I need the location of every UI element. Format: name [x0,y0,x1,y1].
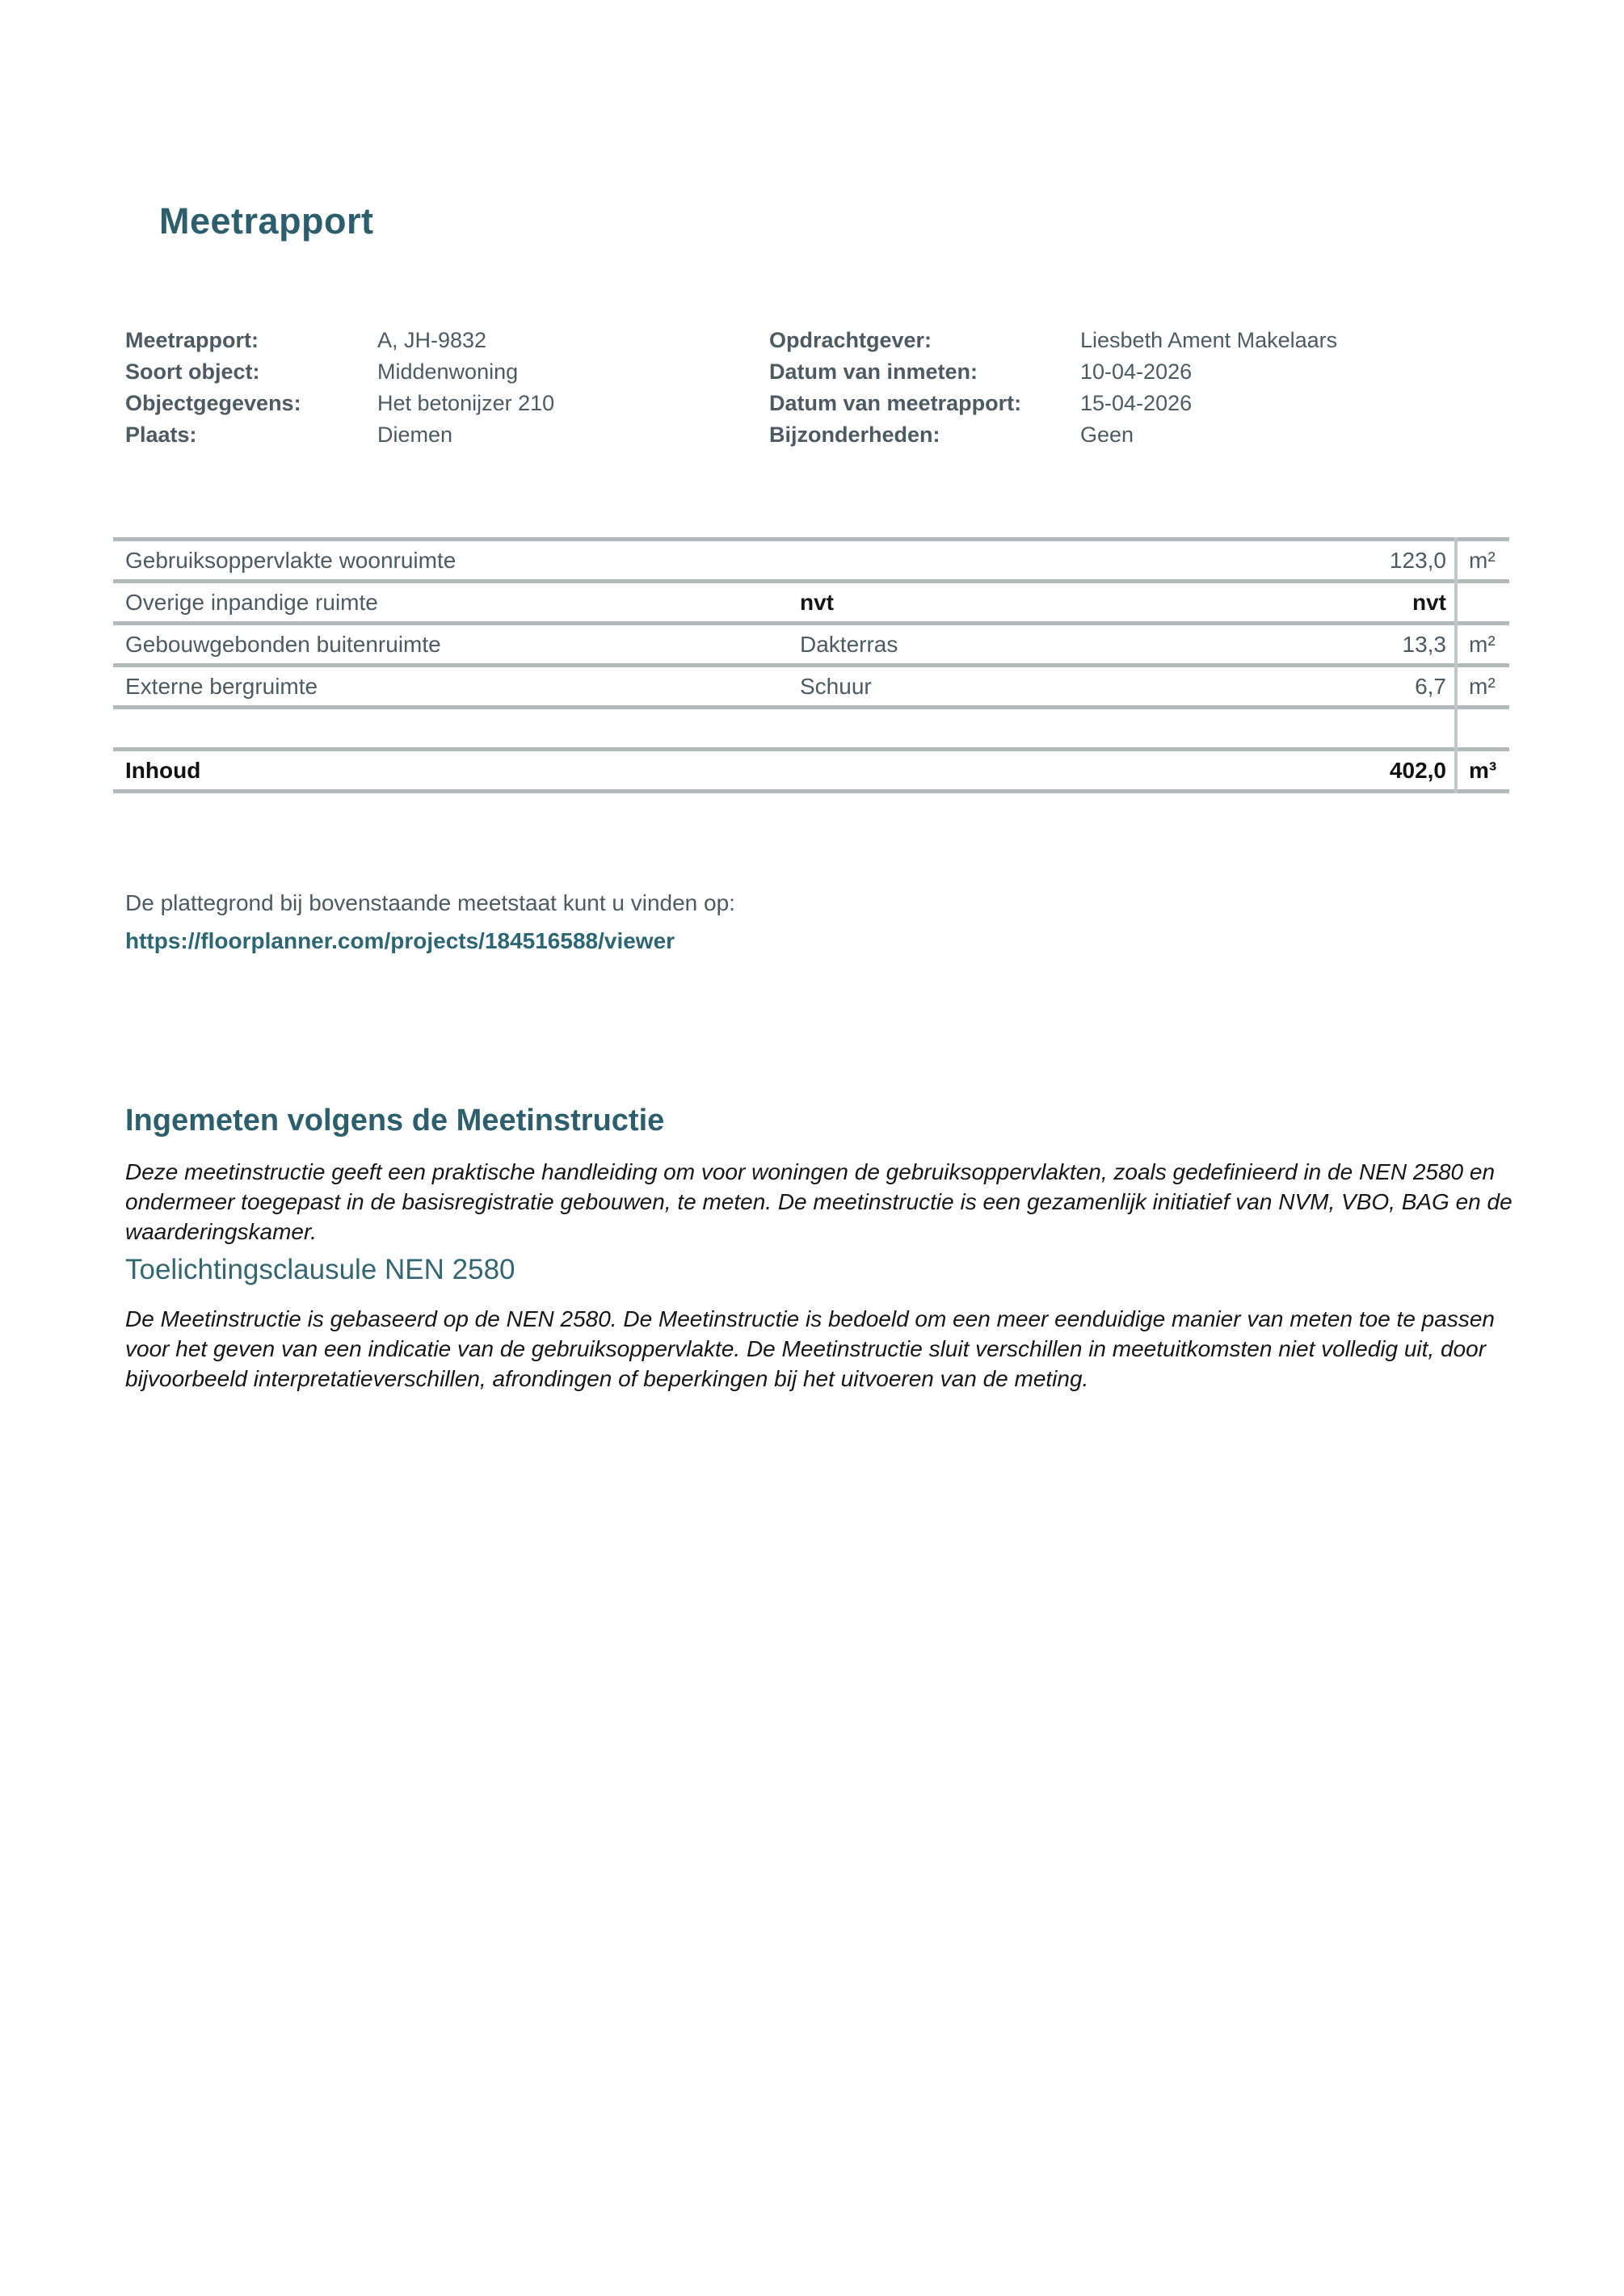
row-detail [800,709,1083,747]
row-value: 6,7 [1415,674,1446,699]
meta-row-objectgegevens [125,388,554,419]
row-detail: Dakterras [800,632,898,657]
meta-value: 15-04-2026 [1080,391,1193,415]
meta-row-opdrachtgever [769,325,1337,356]
row-value [1083,709,1446,747]
row-detail [800,541,1083,579]
meta-value: 10-04-2026 [1080,360,1193,384]
row-detail [800,751,1083,789]
page-title: Meetrapport [159,200,374,242]
meta-row-datum-meetrapport [769,388,1337,419]
row-value: 13,3 [1402,632,1446,657]
row-label [113,709,800,747]
measurement-table [113,537,1509,793]
floorplan-intro-text: De plattegrond bij bovenstaande meetstaat kunt u vinden op: [125,890,735,915]
table-row [113,667,1509,709]
row-label: Overige inpandige ruimte [125,590,378,615]
row-unit: m² [1469,674,1496,699]
row-value: nvt [1412,590,1446,615]
row-value: 123,0 [1389,548,1446,573]
meta-label: Plaats: [125,423,197,447]
table-unit-divider [1454,537,1458,793]
row-unit: m² [1469,632,1496,657]
meetinstructie-paragraph: Deze meetinstructie geeft een praktische handleiding om voor woningen de gebruiksoppervlakten, zoals gedefinieerd in de NEN 2580 en ondermeer toegepast in de basisregistratie gebouwen, te meten. De meetinstructie is een gezamenlijk initiatief van NVM, VBO, BAG en de waarderingskamer. [125,1159,1513,1244]
meta-label: Meetrapport: [125,328,259,352]
table-row [113,583,1509,625]
table-row [113,625,1509,667]
meta-value: Liesbeth Ament Makelaars [1080,328,1338,352]
meta-label: Datum van inmeten: [769,360,978,384]
subheading-toelichtingsclausule: Toelichtingsclausule NEN 2580 [125,1254,515,1285]
meta-value: Geen [1080,423,1134,447]
metadata-right-column [769,325,1337,451]
row-unit: m³ [1469,758,1497,783]
row-unit: m² [1469,548,1496,573]
meta-label: Soort object: [125,360,260,384]
metadata-left-column [125,325,554,451]
meta-row-datum-inmeten [769,356,1337,388]
floorplan-block [125,884,735,960]
row-label: Externe bergruimte [125,674,318,699]
meta-label: Datum van meetrapport: [769,391,1022,415]
floorplan-url-link[interactable]: https://floorplanner.com/projects/184516588/viewer [125,928,675,953]
meta-value: A, JH-9832 [377,328,487,352]
row-label: Inhoud [125,758,201,783]
toelichtingsclausule-paragraph: De Meetinstructie is gebaseerd op de NEN 2580. De Meetinstructie is bedoeld om een meer eenduidige manier van meten toe te passen voor het geven van een indicatie van de gebruiksoppervlakte. De Meetinstructie sluit verschillen in meetuitkomsten niet volledig uit, door bijvoorbeeld interpretatieverschillen, afrondingen of beperkingen bij het uitvoeren van de meting. [125,1306,1495,1391]
section-heading-meetinstructie: Ingemeten volgens de Meetinstructie [125,1104,665,1137]
meta-value: Diemen [377,423,453,447]
table-row-empty [113,709,1509,751]
row-detail: Schuur [800,674,872,699]
row-detail: nvt [800,590,834,615]
meta-label: Objectgegevens: [125,391,301,415]
meta-row-bijzonderheden [769,419,1337,451]
meta-row-plaats [125,419,554,451]
row-label: Gebruiksoppervlakte woonruimte [125,548,456,573]
row-label: Gebouwgebonden buitenruimte [125,632,441,657]
meta-row-soort-object [125,356,554,388]
meta-label: Opdrachtgever: [769,328,932,352]
row-value: 402,0 [1389,758,1446,783]
meta-row-meetrapport [125,325,554,356]
table-row-total [113,751,1509,793]
meta-value: Het betonijzer 210 [377,391,555,415]
meta-value: Middenwoning [377,360,519,384]
table-row [113,541,1509,583]
meta-label: Bijzonderheden: [769,423,940,447]
